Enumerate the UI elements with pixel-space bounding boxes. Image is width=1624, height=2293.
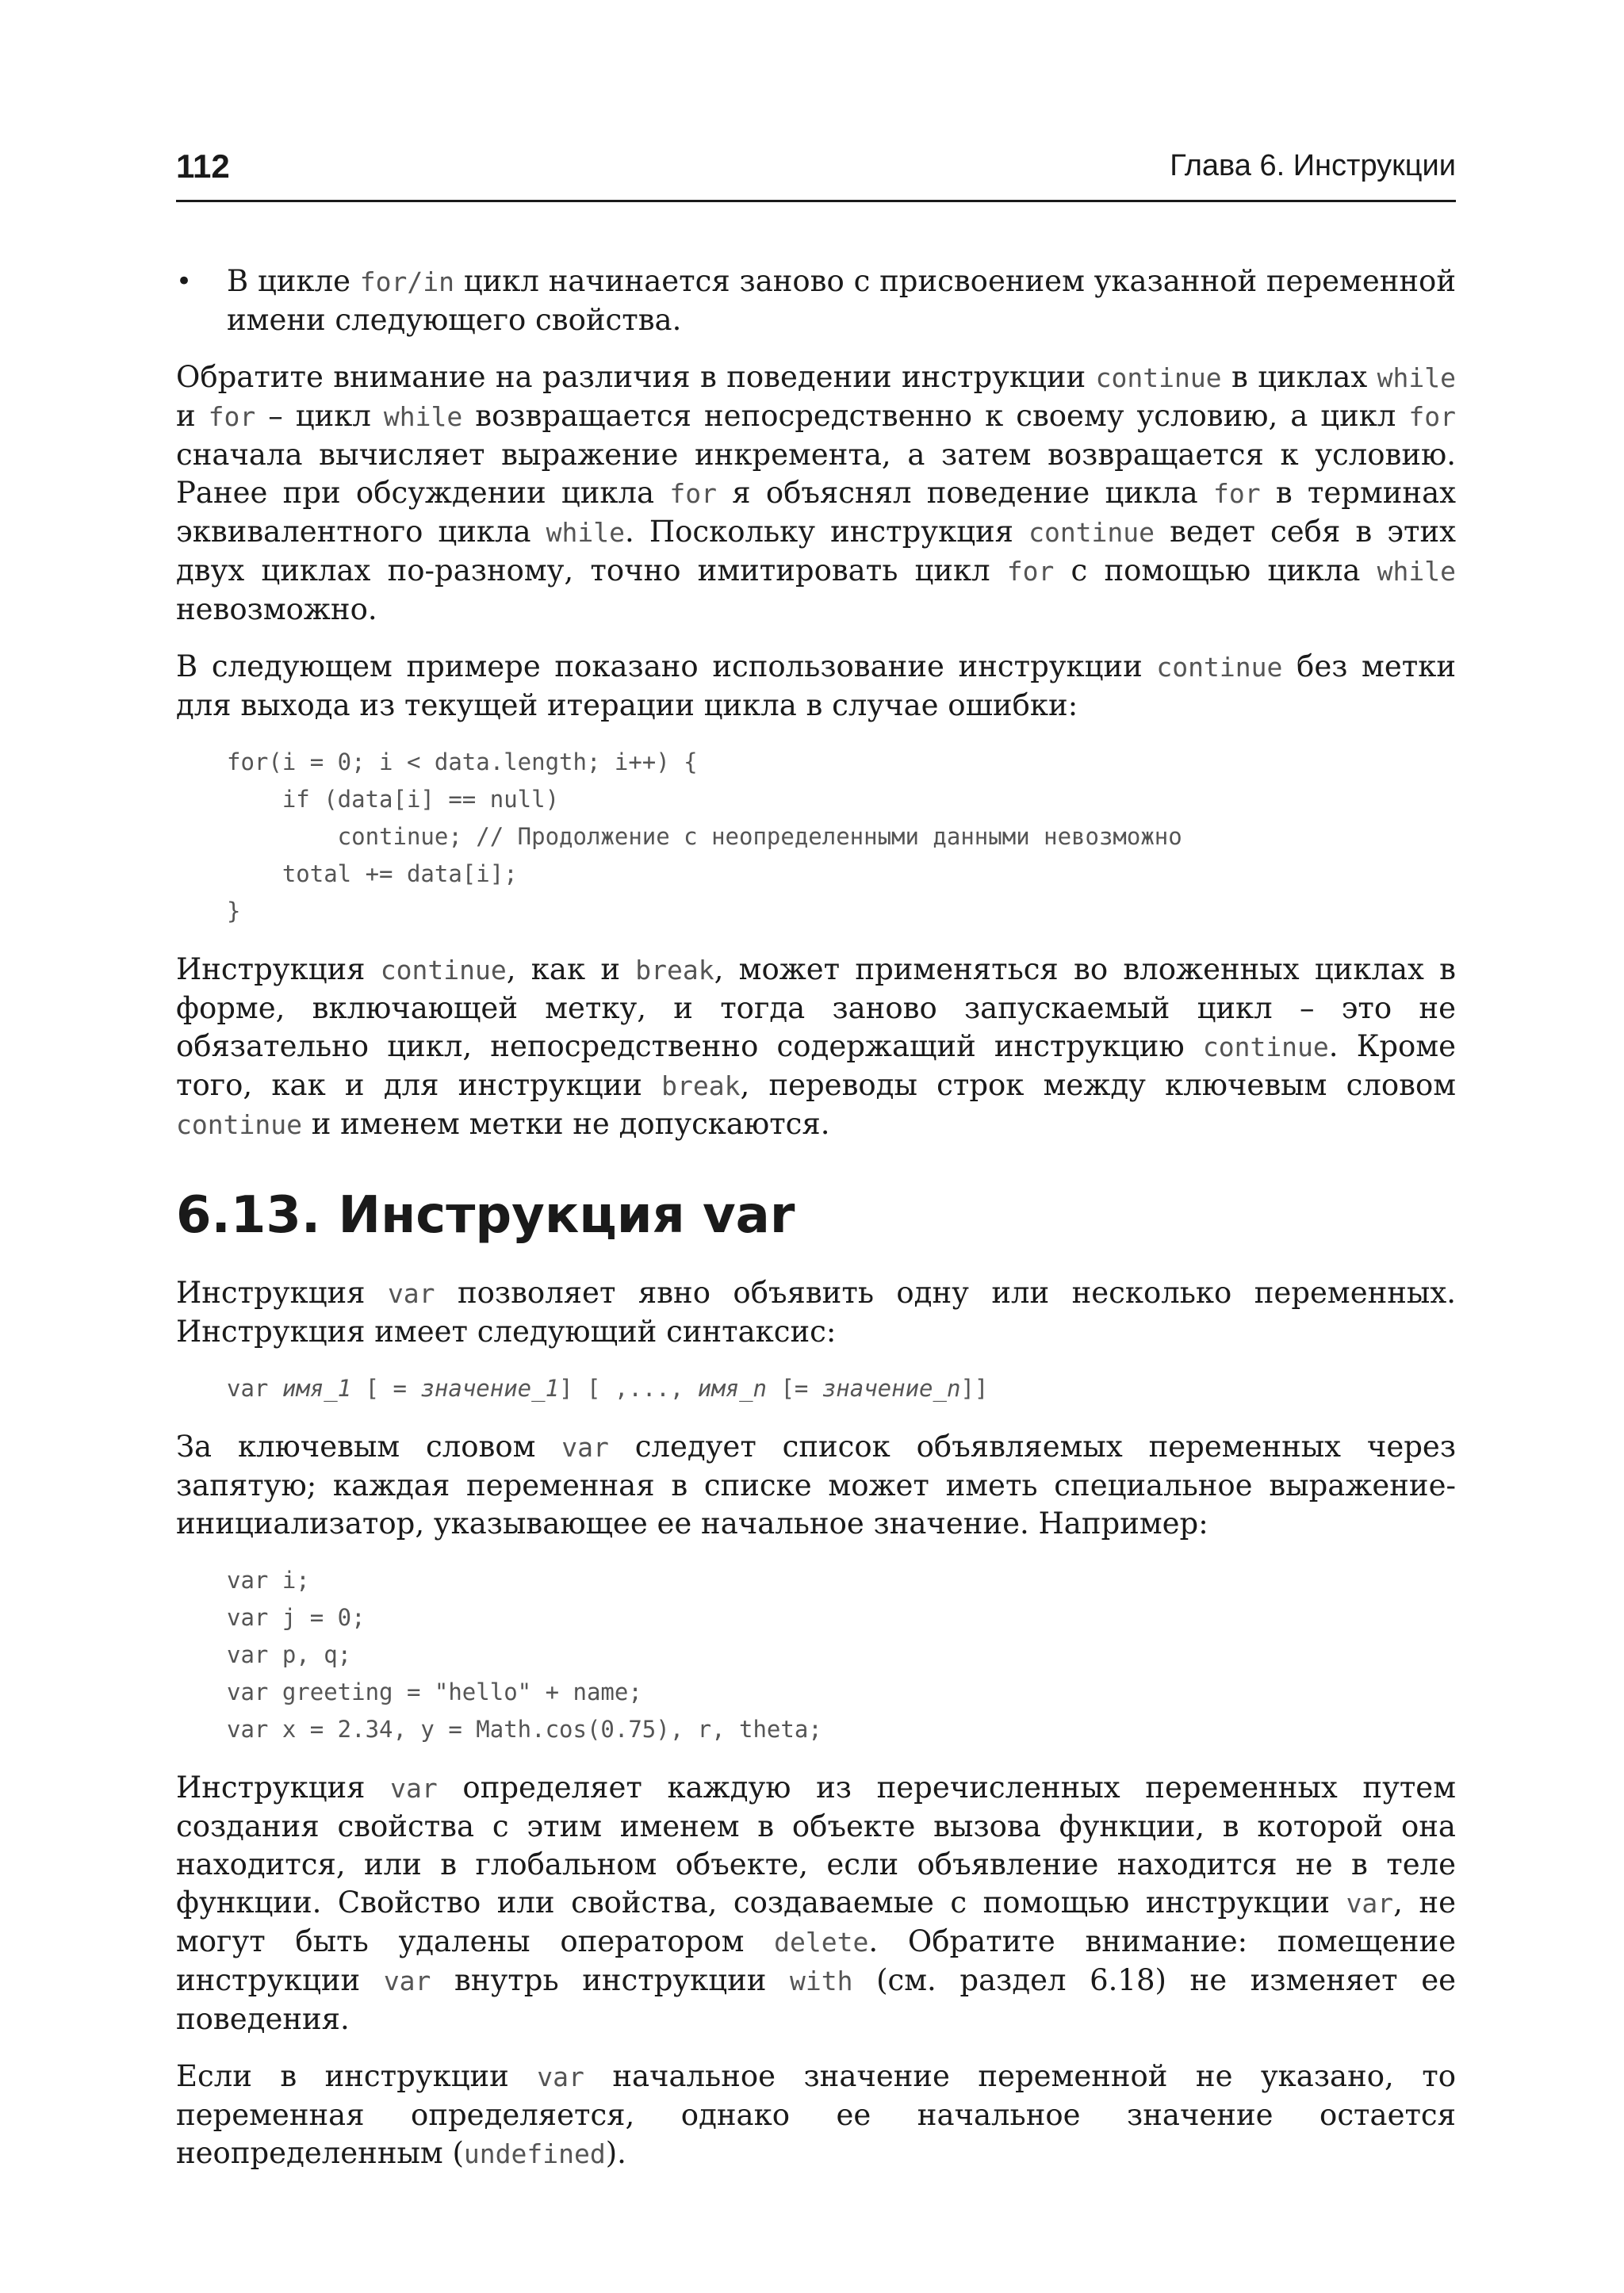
code-block-syntax: var имя_1 [ = значение_1] [ ,..., имя_n [= значение_n]] xyxy=(227,1375,989,1402)
paragraph-continue-difference: Обратите внимание на различия в поведении инструкции continue в циклах while и for – цикл while возвращается непосредственно к своему условию, а цикл for сначала вычисляет выражение инкремента, а затем возвращается к условию. Ранее при обсуждении цикла for я объяснял поведение цикла for в терминах эквивалентного цикла while. Поскольку инструкция continue ведет себя в этих двух циклах по-разному, точно имитировать цикл for с помощью цикла while невозможно. xyxy=(176,360,1457,626)
paragraph-var-intro: Инструкция var позволяет явно объявить одну или несколько переменных. Инструкция имеет следующий синтаксис: xyxy=(176,1276,1456,1349)
bullet-text: В цикле for/in цикл начинается заново с присвоением указанной переменной имени следующего свойства. xyxy=(227,264,1456,337)
paragraph-var-undefined: Если в инструкции var начальное значение переменной не указано, то переменная определяется, однако ее начальное значение остается неопределенным (undefined). xyxy=(176,2059,1456,2170)
running-header xyxy=(176,143,1456,202)
paragraph-nested-loops: Инструкция continue, как и break, может применяться во вложенных циклах в форме, включающей метку, и тогда заново запускаемый цикл – это не обязательно цикл, непосредственно содержащий инструкцию continue. Кроме того, как и для инструкции break, переводы строк между ключевым словом continue и именем метки не допускаются. xyxy=(176,952,1457,1141)
page-body xyxy=(176,262,1456,2173)
page-number: 112 xyxy=(176,147,230,185)
bullet-icon: • xyxy=(176,266,193,297)
paragraph-var-definition: Инструкция var определяет каждую из перечисленных переменных путем создания свойства с этим именем в объекте вызова функции, в которой она находится, или в глобальном объекте, если объявление находится не в теле функции. Свойство или свойства, создаваемые с помощью инструкции var, не могут быть удалены оператором delete. Обратите внимание: помещение инструкции var внутрь инструкции with (см. раздел 6.18) не изменяет ее поведения. xyxy=(176,1770,1456,2036)
paragraph-var-list: За ключевым словом var следует список объявляемых переменных через запятую; каждая переменная в списке может иметь специальное выражение-инициализатор, указывающее ее начальное значение. Например: xyxy=(176,1430,1457,1541)
code-block-continue: for(i = 0; i < data.length; i++) { if (data[i] == null) continue; // Продолжение с неопределенными данными невозможно total += data[i]; } xyxy=(227,748,1182,924)
section-heading: 6.13. Инструкция var xyxy=(176,1186,795,1245)
chapter-title: Глава 6. Инструкции xyxy=(1170,149,1456,182)
book-page xyxy=(176,143,1456,2192)
paragraph-example-intro: В следующем примере показано использование инструкции continue без метки для выхода из текущей итерации цикла в случае ошибки: xyxy=(176,649,1456,722)
bullet-item xyxy=(176,262,1456,339)
code-block-var-examples: var i; var j = 0; var p, q; var greeting = "hello" + name; var x = 2.34, y = Math.cos(0.75), r, theta; xyxy=(227,1567,822,1743)
